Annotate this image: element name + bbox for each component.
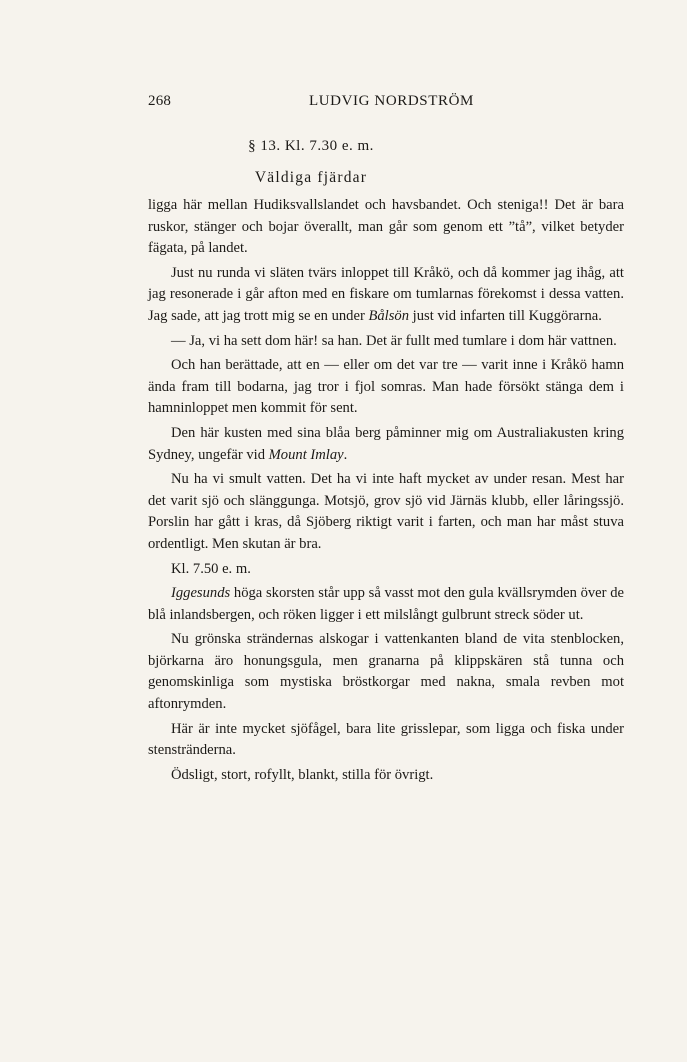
paragraph-5 bbox=[148, 423, 624, 466]
paragraph-4: Och han berättade, att en — eller om det var tre — varit inne i Kråkö hamn ända fram till bodarna, jag tror i fjol somras. Man hade försökt stänga dem i hamninloppet men kommit för sent. bbox=[148, 357, 624, 417]
paragraph-2 bbox=[148, 263, 624, 328]
page-number: 268 bbox=[148, 93, 172, 109]
paragraph-11: Ödsligt, stort, rofyllt, blankt, stilla för övrigt. bbox=[171, 766, 434, 783]
body-text bbox=[148, 195, 624, 789]
paragraph-5-text-a: Den här kusten med sina blåa berg påminner mig om Australiakusten kring Sydney, ungefär vid bbox=[148, 424, 624, 463]
paragraph-6: Nu ha vi smult vatten. Det ha vi inte haft mycket av under resan. Mest har det varit sjö och slänggunga. Motsjö, grov sjö vid Järnäs klubb, eller låringssjö. Porslin har gått i kras, då Sjöberg riktigt varit i farten, och man har måst stuva ordentligt. Men skutan är bra. bbox=[148, 471, 624, 552]
paragraph-5-place-name: Mount Imlay bbox=[268, 446, 344, 463]
section-marker: § 13. Kl. 7.30 e. m. bbox=[248, 138, 374, 154]
paragraph-2-text-a: Just nu runda vi släten tvärs inloppet till Kråkö, och då kommer jag ihåg, att jag resonerade i går afton med en fiskare om tumlarnas förekomst i dessa vatten. Jag sade, att jag trott mig se en under bbox=[148, 264, 624, 324]
paragraph-3: — Ja, vi ha sett dom här! sa han. Det är fullt med tumlare i dom här vattnen. bbox=[171, 332, 617, 349]
paragraph-7-timestamp: Kl. 7.50 e. m. bbox=[171, 560, 251, 577]
paragraph-8-text-b: höga skorsten står upp så vasst mot den gula kvällsrymden över de blå inlandsbergen, och röken ligger i ett milslångt gulbrunt streck söder ut. bbox=[148, 585, 624, 623]
paragraph-10: Här är inte mycket sjöfågel, bara lite grisslepar, som ligga och fiska under stenstränderna. bbox=[148, 720, 624, 759]
paragraph-1: ligga här mellan Hudiksvallslandet och havsbandet. Och steniga!! Det är bara ruskor, stänger och bojar överallt, man går som genom ett ”tå”, vilket betyder fägata, på landet. bbox=[148, 197, 624, 257]
paragraph-2-place-name: Bålsön bbox=[368, 307, 410, 324]
paragraph-9: Nu grönska strändernas alskogar i vattenkanten bland de vita stenblocken, björkarna äro honungsgula, men granarna på klippskären stå tunna och genomskinliga som mystiska bröstkorgar med nakna, smala revben mot aftonrymden. bbox=[148, 631, 624, 713]
paragraph-8-place-name: Iggesunds bbox=[171, 585, 231, 602]
paragraph-5-text-c: . bbox=[343, 446, 348, 463]
paragraph-2-text-c: just vid infarten till Kuggörarna. bbox=[409, 307, 602, 324]
section-heading: Väldiga fjärdar bbox=[254, 169, 368, 186]
running-head bbox=[148, 93, 474, 115]
paragraph-8 bbox=[148, 583, 624, 626]
running-head-author: LUDVIG NORDSTRÖM bbox=[308, 93, 474, 109]
